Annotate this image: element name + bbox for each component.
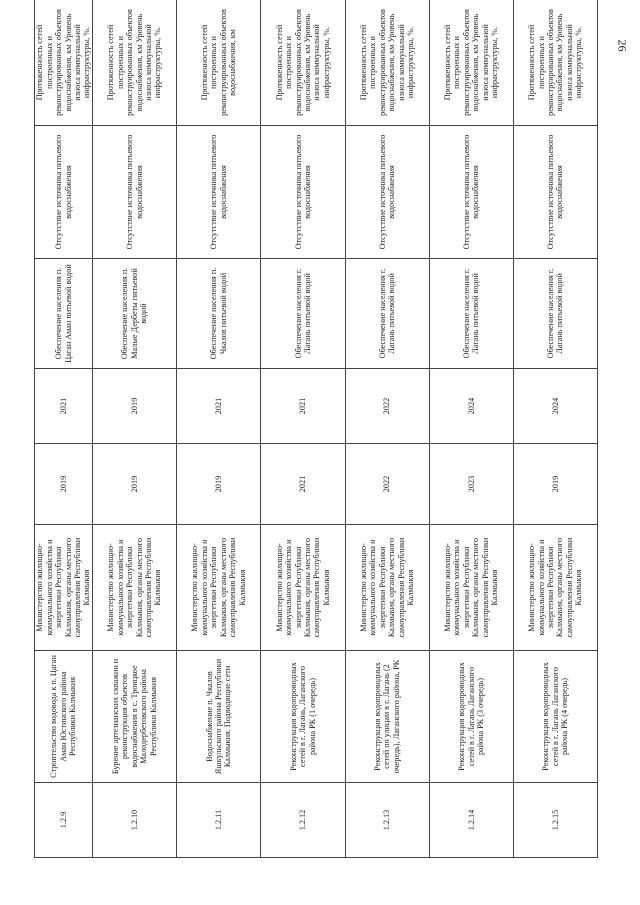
cell-number: 1.2.10 xyxy=(93,782,177,857)
cell-executor: Министерство жилищно-коммунального хозяйства и энергетики Республики Калмыкия, органы местного самоуправления Республики Калмыкия xyxy=(430,524,514,650)
cell-indicator: Протяженность сетей построенных и реконструированных объектов водоснабжения, км Уровень износа коммунальной инфраструктуры, %. xyxy=(35,0,93,125)
cell-number: 1.2.9 xyxy=(35,782,93,857)
table-row xyxy=(177,0,261,857)
cell-start-year: 2019 xyxy=(93,443,177,524)
cell-indicator: Протяженность сетей построенных и реконструированных объектов водоснабжения, км Уровень износа коммунальной инфраструктуры, %. xyxy=(93,0,177,125)
cell-number: 1.2.15 xyxy=(514,782,598,857)
cell-start-year: 2022 xyxy=(346,443,430,524)
table-row xyxy=(261,0,345,857)
cell-result: Обеспечение населения п. Малые Дербеты питьевой водой xyxy=(93,258,177,368)
cell-indicator: Протяженность сетей построенных и реконструированных объектов водоснабжения, км Уровень износа коммунальной инфраструктуры, %. xyxy=(430,0,514,125)
cell-start-year: 2021 xyxy=(261,443,345,524)
cell-number: 1.2.14 xyxy=(430,782,514,857)
cell-problem: Отсутствие источника питьевого водоснабжения xyxy=(346,125,430,258)
cell-start-year: 2019 xyxy=(35,443,93,524)
cell-name: Бурение артезианских скважин и реконструкция объектов водоснабжения в с. Троицкое Малодербетовского района Республики Калмыкия xyxy=(93,650,177,782)
cell-result: Обеспечение населения г. Лагань питьевой водой xyxy=(261,258,345,368)
cell-end-year: 2019 xyxy=(93,368,177,443)
cell-name: Реконструкция водопроводных сетей в г. Лагань Лаганского района РК (3 очередь) xyxy=(430,650,514,782)
cell-problem: Отсутствие источника питьевого водоснабжения xyxy=(93,125,177,258)
cell-executor: Министерство жилищно-коммунального хозяйства и энергетики Республики Калмыкия, органы местного самоуправления Республики Калмыкия xyxy=(177,524,261,650)
cell-problem: Отсутствие источника питьевого водоснабжения xyxy=(35,125,93,258)
cell-number: 1.2.12 xyxy=(261,782,345,857)
cell-problem: Отсутствие источника питьевого водоснабжения xyxy=(261,125,345,258)
cell-name: Реконструкция водопроводных сетей в г. Лагань, Лаганского района РК (1 очередь) xyxy=(261,650,345,782)
cell-name: Строительство водовода к п. Цаган Аман Юстинского района Республики Калмыкия xyxy=(35,650,93,782)
cell-end-year: 2021 xyxy=(35,368,93,443)
cell-result: Обеспечение населения г. Лагань питьевой водой xyxy=(430,258,514,368)
program-table xyxy=(34,0,598,858)
table-row xyxy=(346,0,430,857)
cell-start-year: 2023 xyxy=(430,443,514,524)
cell-executor: Министерство жилищно-коммунального хозяйства и энергетики Республики Калмыкия, органы местного самоуправления Республики Калмыкия xyxy=(514,524,598,650)
cell-number: 1.2.13 xyxy=(346,782,430,857)
cell-end-year: 2024 xyxy=(514,368,598,443)
cell-problem: Отсутствие источника питьевого водоснабжения xyxy=(514,125,598,258)
cell-executor: Министерство жилищно-коммунального хозяйства и энергетики Республики Калмыкия, органы местного самоуправления Республики Калмыкия xyxy=(93,524,177,650)
cell-problem: Отсутствие источника питьевого водоснабжения xyxy=(177,125,261,258)
table-row xyxy=(514,0,598,857)
table-row xyxy=(430,0,514,857)
cell-end-year: 2022 xyxy=(346,368,430,443)
cell-end-year: 2024 xyxy=(430,368,514,443)
table-row xyxy=(35,0,93,857)
cell-problem: Отсутствие источника питьевого водоснабжения xyxy=(430,125,514,258)
cell-end-year: 2021 xyxy=(177,368,261,443)
cell-name: Реконструкция водопроводных сетей по улицам в г. Лагань (2 очередь), Лаганского района, РК xyxy=(346,650,430,782)
cell-result: Обеспечение населения г. Лагань питьевой водой xyxy=(514,258,598,368)
cell-start-year: 2019 xyxy=(177,443,261,524)
cell-executor: Министерство жилищно-коммунального хозяйства и энергетики Республики Калмыкия, органы местного самоуправления Республики Калмыкия xyxy=(261,524,345,650)
cell-indicator: Протяженность сетей построенных и реконструированных объектов водоснабжения, км Уровень износа коммунальной инфраструктуры, %. xyxy=(261,0,345,125)
cell-number: 1.2.11 xyxy=(177,782,261,857)
cell-indicator: Протяженность сетей построенных и реконструированных объектов водоснабжения, км Уровень износа коммунальной инфраструктуры, %. xyxy=(346,0,430,125)
table-row xyxy=(93,0,177,857)
cell-executor: Министерство жилищно-коммунального хозяйства и энергетики Республики Калмыкия, органы местного самоуправления Республики Калмыкия xyxy=(35,524,93,650)
cell-executor: Министерство жилищно-коммунального хозяйства и энергетики Республики Калмыкия, органы местного самоуправления Республики Калмыкия xyxy=(346,524,430,650)
cell-result: Обеспечение населения г. Лагань питьевой водой xyxy=(346,258,430,368)
cell-indicator: Протяженность сетей построенных и реконструированных объектов водоснабжения, км Уровень износа коммунальной инфраструктуры, %. xyxy=(514,0,598,125)
cell-indicator: Протяженность сетей построенных и реконструированных объектов водоснабжения, км xyxy=(177,0,261,125)
cell-result: Обеспечение населения п. Чкалов питьевой водой xyxy=(177,258,261,368)
cell-end-year: 2021 xyxy=(261,368,345,443)
cell-name: Реконструкция водопроводных сетей в г. Лагань Лаганского района РК (4 очередь) xyxy=(514,650,598,782)
page-number: 26 xyxy=(615,39,630,52)
cell-result: Обеспечение населения п. Цаган Аман питьевой водой xyxy=(35,258,93,368)
cell-start-year: 2019 xyxy=(514,443,598,524)
cell-name: Водоснабжение п. Чкалов Яшкульского района Республики Калмыкия. Подводящие сети xyxy=(177,650,261,782)
